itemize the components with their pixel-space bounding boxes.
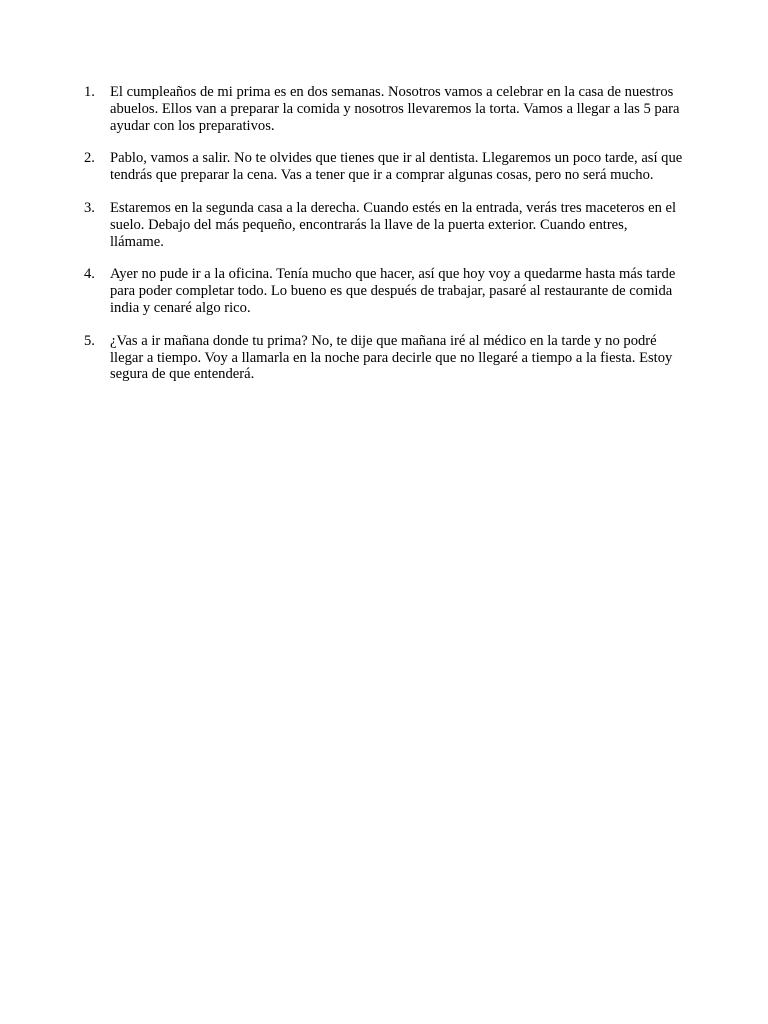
list-item-text: Pablo, vamos a salir. No te olvides que tienes que ir al dentista. Llegaremos un poco tarde, así que tendrás que preparar la cena. Vas a tener que ir a comprar algunas cosas, pero no será mucho. [110,150,683,184]
list-item-number: 2. [84,150,95,167]
list-item-text: El cumpleaños de mi prima es en dos semanas. Nosotros vamos a celebrar en la casa de nuestros abuelos. Ellos van a preparar la comida y nosotros llevaremos la torta. Vamos a llegar a las 5 para ayudar con los preparativos. [110,84,680,134]
list-item [84,84,684,134]
numbered-list [84,84,684,399]
list-item [84,150,684,184]
list-item-number: 1. [84,84,95,100]
list-item [84,200,684,250]
list-item-text: Ayer no pude ir a la oficina. Tenía mucho que hacer, así que hoy voy a quedarme hasta más tarde para poder completar todo. Lo bueno es que después de trabajar, pasaré al restaurante de comida india y cenaré algo rico. [110,266,676,316]
list-item-text: Estaremos en la segunda casa a la derecha. Cuando estés en la entrada, verás tres maceteros en el suelo. Debajo del más pequeño, encontrarás la llave de la puerta exterior. Cuando entres, llámame. [110,199,677,250]
list-item [84,266,684,316]
list-item-number: 5. [84,332,95,349]
list-item-number: 4. [84,266,95,283]
list-item [84,333,684,383]
list-item-number: 3. [84,199,95,216]
list-item-text: ¿Vas a ir mañana donde tu prima? No, te dije que mañana iré al médico en la tarde y no podré llegar a tiempo. Voy a llamarla en la noche para decirle que no llegaré a tiempo a la fiesta. Estoy segura de que entenderá. [110,332,673,383]
